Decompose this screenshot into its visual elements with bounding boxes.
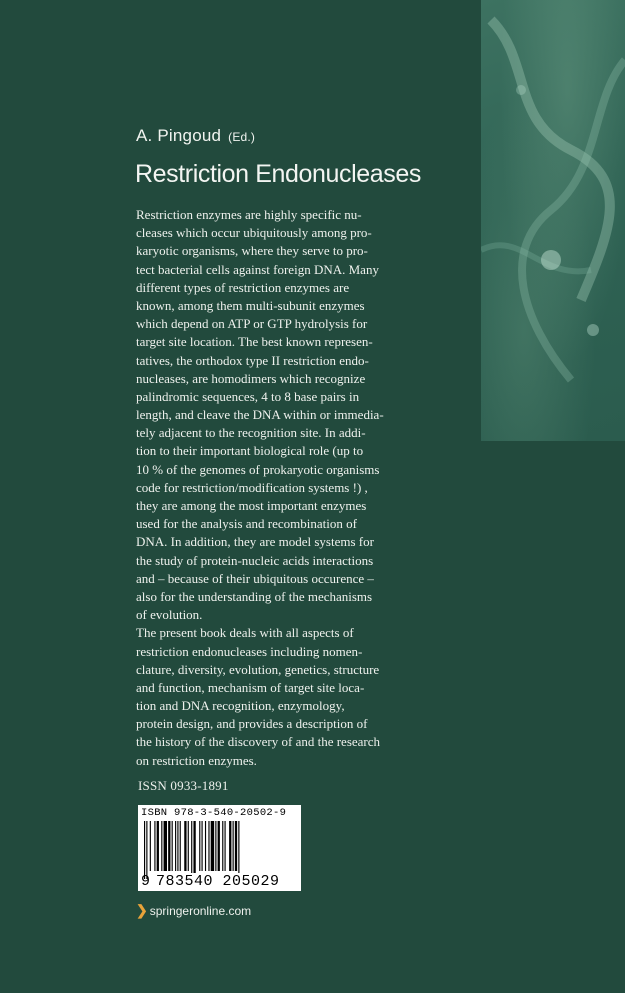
description-line: the history of the discovery of and the research [136, 734, 381, 750]
barcode-bar [144, 821, 145, 879]
description-line: of evolution. [136, 607, 203, 623]
barcode-bar [211, 821, 214, 871]
barcode-bar [161, 821, 162, 871]
barcode-bar [208, 821, 209, 871]
barcode-bar [180, 821, 181, 871]
description-line: nucleases, are homodimers which recognize [136, 370, 366, 386]
description-line: and function, mechanism of target site loca- [136, 679, 365, 695]
description-line: cleases which occur ubiquitously among pro- [136, 225, 372, 241]
description-line: clature, diversity, evolution, genetics, structure [136, 661, 380, 677]
barcode-bar [168, 821, 170, 871]
description-line: DNA. In addition, they are model systems for [136, 534, 374, 550]
barcode-bar [205, 821, 206, 871]
description-line: code for restriction/modification systems !) , [136, 479, 368, 495]
barcode-bar [157, 821, 159, 871]
barcode-isbn-text: ISBN 978-3-540-20502-9 [141, 807, 287, 819]
author-name: A. Pingoud [136, 126, 222, 145]
description-line: used for the analysis and recombination of [136, 516, 357, 532]
description-line: tion and DNA recognition, enzymology, [136, 698, 345, 714]
barcode-bar [146, 821, 147, 879]
barcode-bar [235, 821, 237, 871]
description-line: tely adjacent to the recognition site. In addi- [136, 425, 366, 441]
barcode-bar [215, 821, 216, 871]
barcode-bar [238, 821, 239, 879]
description-line: and – because of their ubiquitous occurence – [136, 570, 374, 586]
description-line: Restriction enzymes are highly specific nu- [136, 207, 362, 222]
description-line: also for the understanding of the mechanisms [136, 588, 373, 604]
barcode-bar [218, 821, 220, 871]
barcode-bar [199, 821, 200, 871]
website-url: springeronline.com [149, 904, 252, 918]
barcode-bar [191, 821, 192, 879]
description-line: on restriction enzymes. [136, 752, 257, 768]
issn-number: ISSN 0933-1891 [138, 778, 229, 793]
barcode-bar [172, 821, 173, 871]
description-line: target site location. The best known represen- [136, 334, 373, 350]
molecular-structure-image [481, 0, 625, 441]
description-line: tion to their important biological role (up to [136, 443, 364, 459]
barcode-bar [175, 821, 176, 871]
description-line: length, and cleave the DNA within or immedia- [136, 407, 384, 423]
description-line: restriction endonucleases including nomen- [136, 643, 363, 659]
barcode-bar [202, 821, 203, 871]
barcode-bar [164, 821, 167, 871]
description-line: protein design, and provides a description of [136, 716, 368, 732]
publisher-website [136, 902, 251, 919]
barcode-lead-digit: 9 [141, 873, 151, 890]
author-line [136, 126, 255, 146]
description-line: different types of restriction enzymes are [136, 279, 350, 295]
barcode-bar [177, 821, 178, 871]
barcode-bar [193, 821, 195, 879]
description-line: the study of protein-nucleic acids interactions [136, 552, 374, 568]
barcode-bar [154, 821, 155, 871]
description-line: which depend on ATP or GTP hydrolysis for [136, 316, 368, 332]
description-line: tatives, the orthodox type II restriction endo- [136, 352, 369, 368]
barcode-bar [188, 821, 189, 871]
barcode-bar [229, 821, 231, 871]
description-line: tect bacterial cells against foreign DNA. Many [136, 261, 379, 277]
description-line: known, among them multi-subunit enzymes [136, 297, 365, 313]
description-line: The present book deals with all aspects of [136, 625, 354, 641]
description-line: karyotic organisms, where they serve to pro- [136, 243, 368, 259]
isbn-barcode [138, 805, 301, 891]
description-line: palindromic sequences, 4 to 8 base pairs in [136, 388, 360, 404]
cover-image-panel [481, 0, 625, 441]
barcode-bar [233, 821, 234, 871]
barcode-bars [142, 821, 297, 881]
chevron-right-icon: ❯ [136, 902, 148, 918]
book-description [136, 206, 436, 770]
barcode-bar [150, 821, 151, 871]
description-line: they are among the most important enzymes [136, 498, 367, 513]
barcode-digits: 783540 205029 [156, 873, 296, 890]
book-title: Restriction Endonucleases [135, 160, 421, 188]
barcode-bar [184, 821, 186, 871]
barcode-bar [225, 821, 226, 871]
editor-label: (Ed.) [228, 130, 256, 144]
description-line: 10 % of the genomes of prokaryotic organisms [136, 461, 380, 477]
barcode-bar [222, 821, 223, 871]
